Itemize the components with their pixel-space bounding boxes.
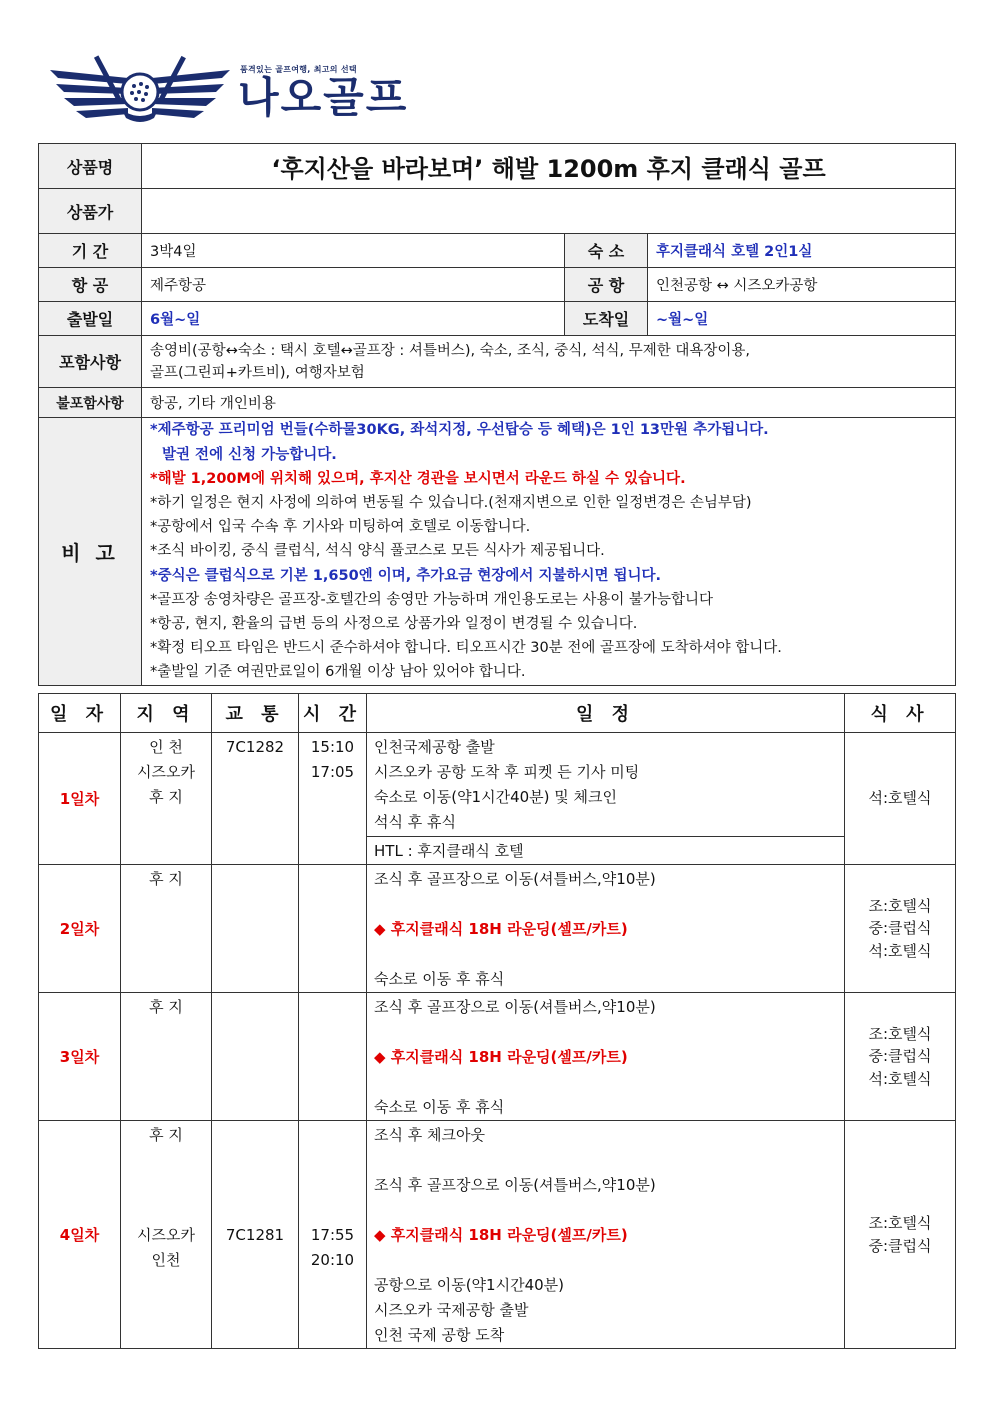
meal-line: 중:클럽식 [868, 1047, 932, 1066]
airport-label: 공 항 [565, 268, 648, 302]
col-header-plan: 일 정 [367, 694, 845, 733]
airline-label: 항 공 [39, 268, 142, 302]
company-logo [50, 48, 470, 128]
plan-cell [367, 865, 845, 993]
winged-golf-ball-emblem-icon [50, 48, 230, 128]
depart-label: 출발일 [39, 302, 142, 336]
brand-name: 나오골프 [238, 73, 409, 122]
plan-line: 인천국제공항 출발 [374, 738, 495, 756]
remark-line: *중식은 클럽식으로 기본 1,650엔 이며, 추가요금 현장에서 지불하시면 됩니다. [150, 567, 662, 584]
region-name: 인천 [151, 1251, 181, 1269]
meal-line: 중:클럽식 [868, 919, 932, 938]
plan-line: 숙소로 이동 후 휴식 [374, 970, 505, 988]
hotel-line: HTL : 후지클래식 호텔 [367, 837, 845, 865]
day-label: 2일차 [39, 865, 121, 993]
region-name: 후 지 [149, 998, 183, 1016]
depart-value: 6월~일 [142, 302, 565, 336]
exclude-value: 항공, 기타 개인비용 [142, 388, 956, 418]
day-label: 4일차 [39, 1121, 121, 1349]
region-name: 시즈오카 [137, 1226, 195, 1244]
time-value: 17:05 [310, 763, 355, 781]
period-label: 기 간 [39, 234, 142, 268]
flight-code [212, 993, 299, 1121]
include-value [142, 336, 956, 388]
lodging-label: 숙 소 [565, 234, 648, 268]
col-header-meals: 식 사 [845, 694, 956, 733]
remarks-label: 비 고 [39, 418, 142, 686]
include-label: 포함사항 [39, 336, 142, 388]
plan-line: 석식 후 휴식 [374, 813, 456, 831]
time-value: 15:10 [310, 738, 355, 756]
plan-cell [367, 733, 845, 837]
region-cell [121, 1121, 212, 1349]
col-header-transport: 교 통 [212, 694, 299, 733]
product-title: ‘후지산을 바라보며’ 해발 1200m 후지 클래식 골프 [142, 144, 956, 189]
lodging-value: 후지클래식 호텔 2인1실 [648, 234, 956, 268]
meal-line: 조:호텔식 [868, 1214, 932, 1232]
include-line: 송영비(공항↔숙소 : 택시 호텔↔골프장 : 셔틀버스), 숙소, 조식, 중식, 석식, 무제한 대욕장이용, [150, 342, 750, 359]
col-header-region: 지 역 [121, 694, 212, 733]
remark-line: *조식 바이킹, 중식 클럽식, 석식 양식 풀코스로 모든 식사가 제공됩니다. [150, 543, 605, 560]
col-header-day: 일 자 [39, 694, 121, 733]
remark-line: *항공, 현지, 환율의 급변 등의 사정으로 상품가와 일정이 변경될 수 있습니다. [150, 616, 638, 632]
table-row [39, 993, 956, 1121]
remark-line: *골프장 송영차량은 골프장-호텔간의 송영만 가능하며 개인용도로는 사용이 불가능합니다 [150, 591, 714, 608]
airport-value: 인천공항 ↔ 시즈오카공항 [648, 268, 956, 302]
meals-cell [845, 993, 956, 1121]
plan-line: 인천 국제 공항 도착 [374, 1326, 505, 1344]
remarks-list [142, 418, 956, 686]
meal-line: 석:호텔식 [868, 941, 932, 960]
region-name: 후 지 [149, 1126, 183, 1144]
arrive-label: 도착일 [565, 302, 648, 336]
region-cell [121, 733, 212, 865]
flight-number: 7C1281 [225, 1226, 285, 1244]
time-cell [299, 733, 367, 865]
region-name: 후 지 [149, 870, 183, 888]
plan-cell [367, 993, 845, 1121]
meal-line: 조:호텔식 [868, 1024, 932, 1043]
exclude-label: 불포함사항 [39, 388, 142, 418]
region-name: 시즈오카 [137, 763, 195, 781]
product-info-table [38, 143, 956, 686]
day-label: 3일차 [39, 993, 121, 1121]
remark-line: *공항에서 입국 수속 후 기사와 미팅하여 호텔로 이동합니다. [150, 519, 531, 536]
col-header-time: 시 간 [299, 694, 367, 733]
plan-line: 시즈오카 공항 도착 후 피켓 든 기사 미팅 [374, 763, 640, 781]
flight-number: 7C1282 [225, 738, 285, 756]
price-label: 상품가 [39, 189, 142, 234]
day-label: 1일차 [39, 733, 121, 865]
product-name-label: 상품명 [39, 144, 142, 189]
flight-code [212, 1121, 299, 1349]
plan-line: 조식 후 체크아웃 [374, 1126, 485, 1144]
flight-code [212, 733, 299, 865]
logo-tagline: 품격있는 골프여행, 최고의 선택 [240, 65, 357, 74]
table-row [39, 733, 956, 837]
flight-code [212, 865, 299, 993]
remark-line: *출발일 기준 여권만료일이 6개월 이상 남아 있어야 합니다. [150, 664, 526, 681]
region-cell [121, 993, 212, 1121]
table-row [39, 1121, 956, 1349]
meal-line: 석:호텔식 [868, 789, 932, 808]
plan-cell [367, 1121, 845, 1349]
plan-line: 공항으로 이동(약1시간40분) [374, 1276, 565, 1294]
round-line: ◆ 후지클래식 18H 라운딩(셀프/카트) [374, 920, 628, 938]
plan-line: 조식 후 골프장으로 이동(셔틀버스,약10분) [374, 870, 656, 888]
meals-cell [845, 865, 956, 993]
time-value: 20:10 [310, 1251, 355, 1269]
price-value [142, 189, 956, 234]
region-name: 인 천 [149, 738, 183, 756]
time-cell [299, 993, 367, 1121]
arrive-value: ~월~일 [648, 302, 956, 336]
meal-line: 석:호텔식 [868, 1069, 932, 1088]
airline-value: 제주항공 [142, 268, 565, 302]
region-name: 후 지 [149, 788, 183, 806]
meal-line: 중:클럽식 [868, 1236, 932, 1255]
remark-line: *제주항공 프리미엄 번들(수하물30KG, 좌석지정, 우선탑승 등 혜택)은 1인 13만원 추가됩니다. [150, 422, 769, 439]
round-line: ◆ 후지클래식 18H 라운딩(셀프/카트) [374, 1226, 628, 1244]
plan-line: 조식 후 골프장으로 이동(셔틀버스,약10분) [374, 998, 656, 1016]
time-cell [299, 1121, 367, 1349]
plan-line: 조식 후 골프장으로 이동(셔틀버스,약10분) [374, 1176, 656, 1194]
region-cell [121, 865, 212, 993]
plan-line: 숙소로 이동 후 휴식 [374, 1098, 505, 1116]
remark-line: *해발 1,200M에 위치해 있으며, 후지산 경관을 보시면서 라운드 하실 수 있습니다. [150, 470, 686, 487]
include-line: 골프(그린피+카트비), 여행자보험 [150, 364, 365, 381]
remark-line: *확정 티오프 타임은 반드시 준수하셔야 합니다. 티오프시간 30분 전에 골프장에 도착하셔야 합니다. [150, 640, 782, 657]
plan-line: 시즈오카 국제공항 출발 [374, 1301, 529, 1319]
remark-line: *하기 일정은 현지 사정에 의하여 변동될 수 있습니다.(천재지변으로 인한 일정변경은 손님부담) [150, 494, 752, 511]
meals-cell [845, 1121, 956, 1349]
itinerary-table [38, 693, 956, 1349]
meals-cell [845, 733, 956, 865]
plan-line: 숙소로 이동(약1시간40분) 및 체크인 [374, 788, 618, 806]
period-value: 3박4일 [142, 234, 565, 268]
meal-line: 조:호텔식 [868, 896, 932, 915]
round-line: ◆ 후지클래식 18H 라운딩(셀프/카트) [374, 1048, 628, 1066]
table-row [39, 865, 956, 993]
time-cell [299, 865, 367, 993]
time-value: 17:55 [310, 1226, 355, 1244]
remark-line: 발권 전에 신청 가능합니다. [162, 446, 337, 463]
